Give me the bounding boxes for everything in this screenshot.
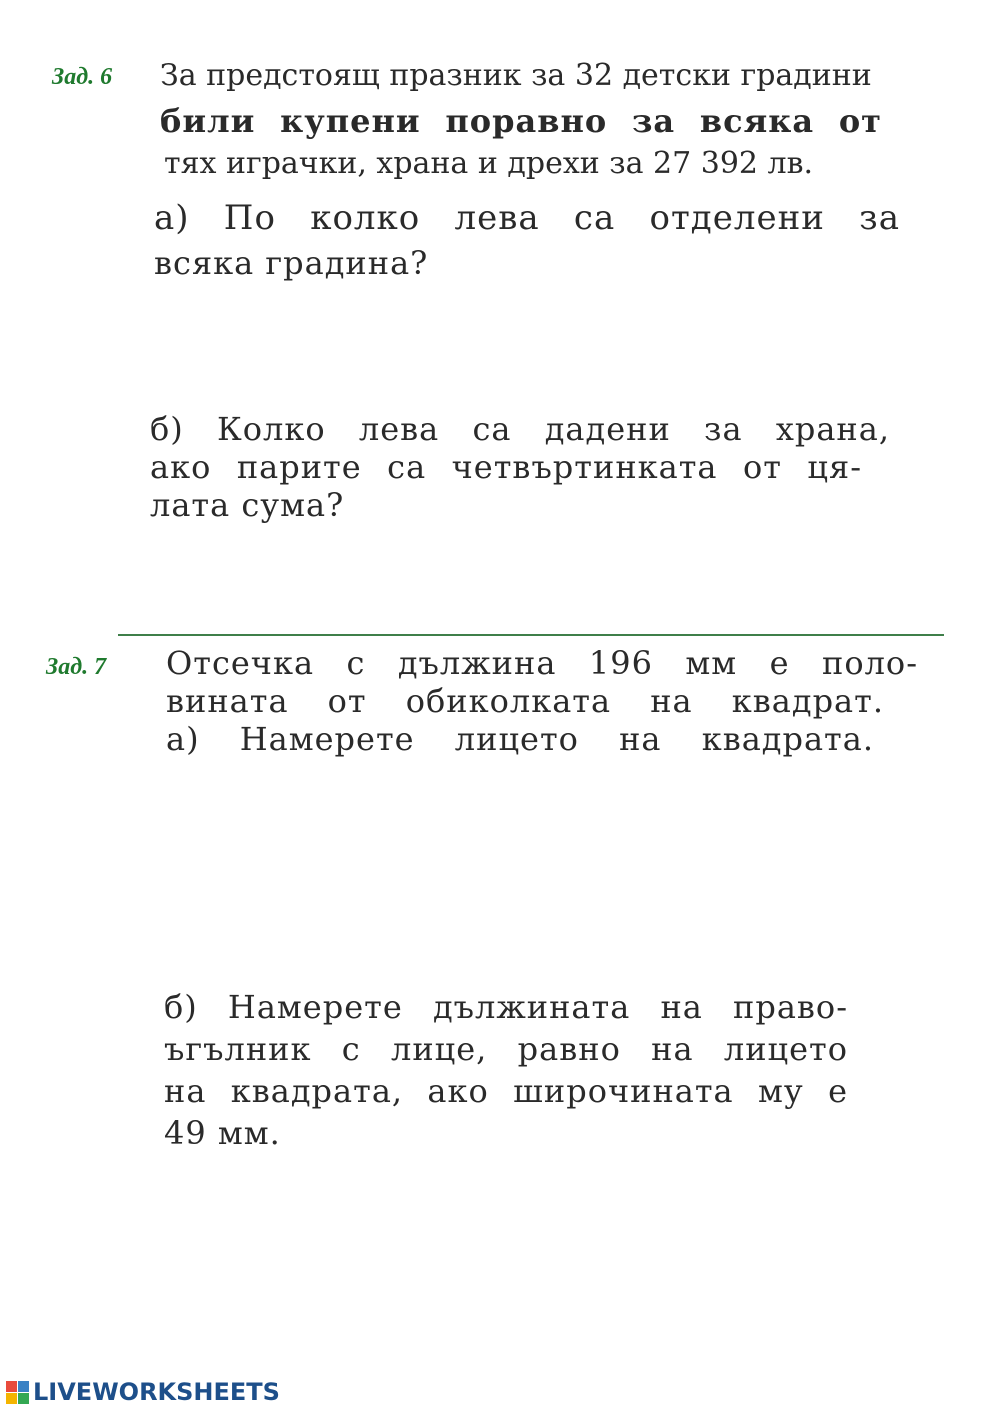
task-7-part-b-line-3: на квадрата, ако широчината му е [164,1072,848,1110]
task-6-part-b-line-2: ако парите са четвъртинката от ця- [150,448,862,486]
task-6-intro-line-3: тях играчки, храна и дрехи за 27 392 лв. [164,146,814,181]
logo-square-1 [6,1381,17,1392]
task-7-part-b-line-1: б) Намерете дължината на право- [164,988,848,1026]
task-7-label: Зад. 7 [46,654,107,680]
liveworksheets-logo[interactable] [6,1378,280,1406]
liveworksheets-logo-icon [6,1381,29,1404]
task-6-part-a-line-2: всяка градина? [154,244,429,282]
task-7-intro-line-1: Отсечка с дължина 196 мм е поло- [166,644,918,682]
task-6-label: Зад. 6 [52,64,113,90]
task-6-part-b-line-3: лата сума? [150,486,345,524]
task-7-intro [166,644,926,758]
task-6-intro-line-2: били купени поравно за всяка от [160,102,882,140]
task-6-intro-line-1: За предстоящ празник за 32 детски градини [160,58,872,93]
task-7-part-b [164,988,854,1156]
task-7-part-b-line-2: ъгълник с лице, равно на лицето [164,1030,848,1068]
logo-square-4 [18,1393,29,1404]
task-7-part-b-line-4: 49 мм. [164,1114,281,1152]
logo-square-2 [18,1381,29,1392]
section-divider [118,634,944,636]
liveworksheets-logo-text: LIVEWORKSHEETS [33,1378,280,1406]
logo-square-3 [6,1393,17,1404]
task-6-part-a-line-1: а) По колко лева са отделени за [154,198,900,238]
task-6-intro [160,58,904,190]
task-6-part-a [154,198,904,290]
task-6-part-b-line-1: б) Колко лева са дадени за храна, [150,410,890,448]
task-7-intro-line-2: вината от обиколката на квадрат. [166,682,884,720]
task-7-intro-line-3: а) Намерете лицето на квадрата. [166,720,874,758]
task-6-part-b [150,410,892,524]
